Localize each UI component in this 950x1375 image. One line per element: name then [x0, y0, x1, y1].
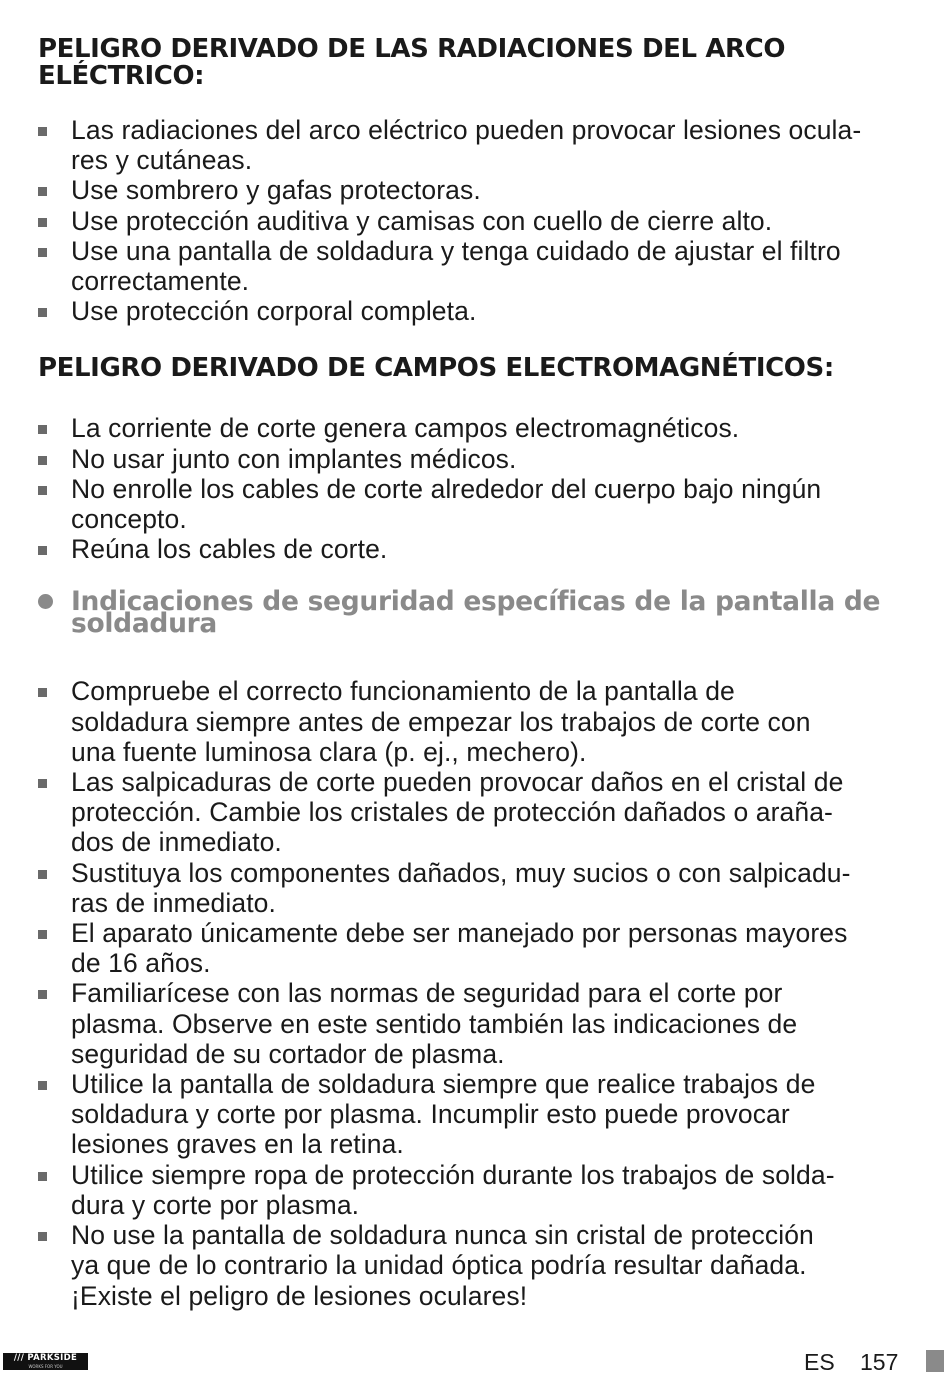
welding-screen-safety-list [38, 676, 910, 1310]
bullet-square-icon [38, 688, 47, 697]
arc-radiation-heading: PELIGRO DERIVADO DE LAS RADIACIONES DEL ARCO ELÉCTRICO: [38, 34, 786, 91]
page-edge-marker [926, 1350, 944, 1372]
list-item: Reúna los cables de corte. [38, 534, 910, 564]
bullet-square-icon [38, 486, 47, 495]
electromagnetic-fields-list [38, 413, 910, 564]
arc-radiation-list [38, 115, 910, 326]
list-item: Compruebe el correcto funcionamiento de la pantalla de soldadura siempre antes de empezar los trabajos de corte con una fuente luminosa clara (p. ej., mechero). [38, 676, 910, 767]
bullet-square-icon [38, 870, 47, 879]
welding-screen-safety-heading: Indicaciones de seguridad específicas de la pantalla de soldadura [38, 591, 910, 635]
bullet-square-icon [38, 1172, 47, 1181]
list-item: No enrolle los cables de corte alrededor del cuerpo bajo ningún concepto. [38, 474, 910, 534]
logo-tagline: WORKS FOR YOU [28, 1364, 63, 1369]
bullet-square-icon [38, 779, 47, 788]
bullet-dot-icon [38, 594, 53, 609]
bullet-square-icon [38, 187, 47, 196]
bullet-square-icon [38, 930, 47, 939]
list-item: No usar junto con implantes médicos. [38, 444, 910, 474]
language-code: ES [804, 1349, 835, 1375]
list-item: Use protección auditiva y camisas con cuello de cierre alto. [38, 206, 910, 236]
bullet-square-icon [38, 1232, 47, 1241]
bullet-square-icon [38, 546, 47, 555]
list-item: Las radiaciones del arco eléctrico pueden provocar lesiones ocula- res y cutáneas. [38, 115, 910, 175]
list-item: El aparato únicamente debe ser manejado por personas mayores de 16 años. [38, 918, 910, 978]
list-item: Use una pantalla de soldadura y tenga cuidado de ajustar el filtro correctamente. [38, 236, 910, 296]
bullet-square-icon [38, 308, 47, 317]
page-number: 157 [860, 1349, 899, 1375]
bullet-square-icon [38, 425, 47, 434]
bullet-square-icon [38, 248, 47, 257]
electromagnetic-fields-heading: PELIGRO DERIVADO DE CAMPOS ELECTROMAGNÉTICOS: [38, 353, 834, 384]
list-item: Utilice siempre ropa de protección durante los trabajos de solda- dura y corte por plasma. [38, 1160, 910, 1220]
bullet-square-icon [38, 456, 47, 465]
bullet-square-icon [38, 218, 47, 227]
manual-page [38, 36, 910, 1311]
bullet-square-icon [38, 127, 47, 136]
bullet-square-icon [38, 1081, 47, 1090]
list-item: Use protección corporal completa. [38, 296, 910, 326]
list-item: Utilice la pantalla de soldadura siempre que realice trabajos de soldadura y corte por plasma. Incumplir esto puede provocar lesiones graves en la retina. [38, 1069, 910, 1160]
list-item: La corriente de corte genera campos electromagnéticos. [38, 413, 910, 443]
list-item: No use la pantalla de soldadura nunca sin cristal de protección ya que de lo contrario la unidad óptica podría resultar dañada. ¡Existe el peligro de lesiones oculares! [38, 1220, 910, 1311]
list-item: Use sombrero y gafas protectoras. [38, 175, 910, 205]
list-item: Sustituya los componentes dañados, muy sucios o con salpicadu- ras de inmediato. [38, 858, 910, 918]
list-item: Las salpicaduras de corte pueden provocar daños en el cristal de protección. Cambie los cristales de protección dañados o araña- dos de inmediato. [38, 767, 910, 858]
list-item: Familiarícese con las normas de seguridad para el corte por plasma. Observe en este sentido también las indicaciones de seguridad de su cortador de plasma. [38, 978, 910, 1069]
bullet-square-icon [38, 990, 47, 999]
parkside-logo: /// PARKSIDE WORKS FOR YOU [3, 1353, 88, 1370]
